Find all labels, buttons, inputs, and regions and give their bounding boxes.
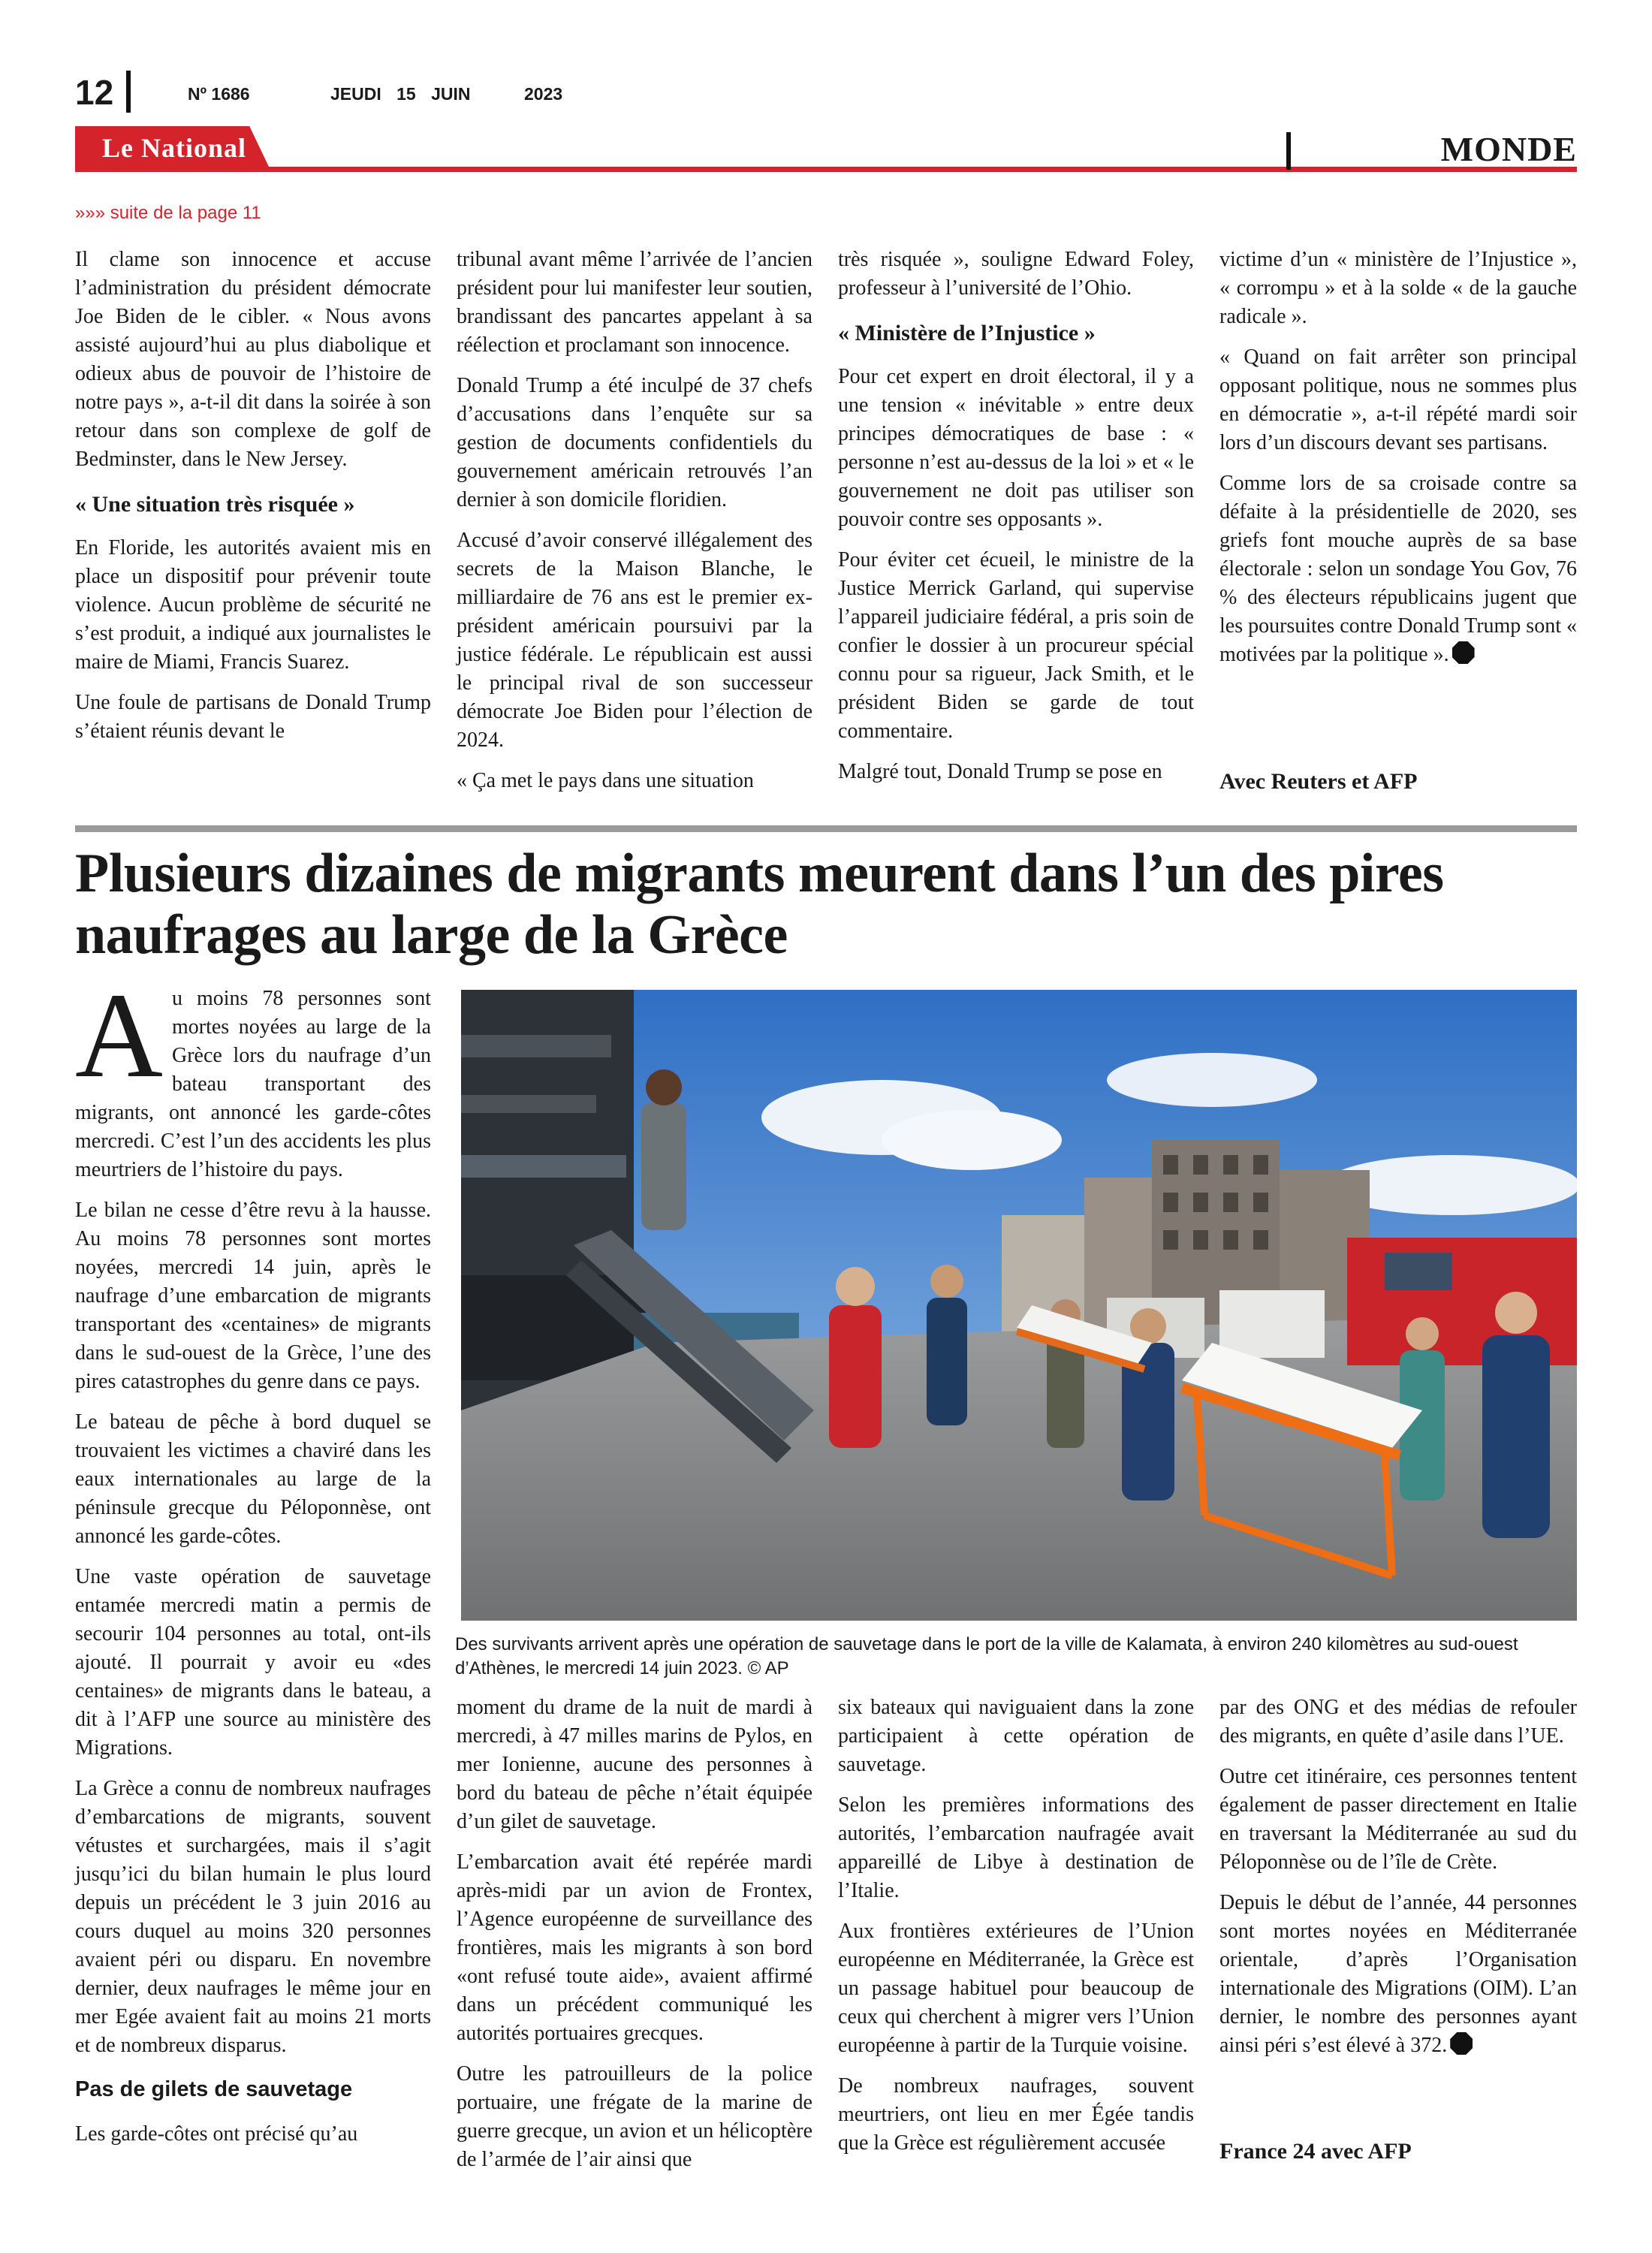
paragraph: tribunal avant même l’arrivée de l’ancien président pour lui manifester leur soutien, brandissant des pancartes appelant à sa réélection et proclamant son innocence.	[457, 248, 812, 357]
lead-paragraph	[75, 969, 431, 1184]
end-mark-icon	[1450, 2032, 1473, 2055]
subheading: « Une situation très risquée »	[75, 492, 355, 517]
end-mark-icon	[1452, 641, 1475, 664]
article1-column-4	[1219, 246, 1577, 681]
paragraph: Pour cet expert en droit électoral, il y a une tension « inévitable » entre deux principes démocratiques de base : « personne n’est au-dessus de la loi » et « le gouvernement ne doit pas utiliser son pouvoir contre ses opposants ».	[838, 365, 1194, 531]
paragraph: Une vaste opération de sauvetage entamée mercredi matin a permis de secourir 104 personnes au total, ont-ils ajouté. Il pourrait y avoir eu «des centaines» de migrants dans le bateau, a dit à l’AFP une source au ministère des Migrations.	[75, 1565, 431, 1760]
header-divider	[126, 71, 131, 113]
issue-number: Nº 1686	[188, 84, 250, 104]
paragraph: par des ONG et des médias de refouler des migrants, en quête d’asile dans l’UE.	[1219, 1696, 1577, 1748]
drop-cap: A	[75, 969, 163, 1103]
paragraph	[1219, 1889, 1577, 2060]
article1-signature: Avec Reuters et AFP	[1219, 769, 1418, 794]
paragraph: victime d’un « ministère de l’Injustice », « corrompu » et à la solde « de la gauche radicale ».	[1219, 248, 1577, 328]
paragraph: Malgré tout, Donald Trump se pose en	[838, 760, 1162, 783]
paragraph: Les garde-côtes ont précisé qu’au	[75, 2122, 358, 2146]
paragraph: Donald Trump a été inculpé de 37 chefs d’accusations dans l’enquête sur sa gestion de documents confidentiels du gouvernement américain retrouvés l’an dernier à son domicile floridien.	[457, 374, 812, 511]
continued-from: »»» suite de la page 11	[75, 203, 261, 223]
paragraph-text: Depuis le début de l’année, 44 personnes sont mortes noyées en Méditerranée orientale, d’après l’Organisation internationale des Migrations (OIM). L’an dernier, le nombre des personnes ayant ainsi péri s’est élevé à 372.	[1219, 1891, 1577, 2057]
rescue-photo	[461, 990, 1577, 1621]
issue-year: 2023	[524, 84, 563, 104]
paragraph: L’embarcation avait été repérée mardi après-midi par un avion de Frontex, l’Agence européenne de surveillance des frontières, mais les migrants à son bord «ont refusé toute aide», avaient affirmé dans un précédent communiqué les autorités portuaires grecques.	[457, 1850, 812, 2045]
paragraph-text: Comme lors de sa croisade contre sa défaite à la présidentielle de 2020, ses griefs font mouche auprès de sa base électorale : selon un sondage You Gov, 76 % des électeurs républicains jugent que les poursuites contre Donald Trump sont « motivées par la politique ».	[1219, 472, 1577, 666]
section-title: MONDE	[1440, 130, 1577, 168]
page-number: 12	[75, 73, 114, 112]
article2-column-3	[838, 1694, 1194, 2170]
article1-column-2	[457, 246, 812, 807]
lead-text: u moins 78 personnes sont mortes noyées au large de la Grèce lors du naufrage d’un bateau transportant des migrants, ont annoncé les garde-côtes mercredi. C’est l’un des accidents les plus meurtriers de l’histoire du pays.	[75, 987, 431, 1181]
paragraph: « Ça met le pays dans une situation	[457, 769, 754, 792]
paragraph	[1219, 469, 1577, 669]
article2-headline: Plusieurs dizaines de migrants meurent dans l’un des pires naufrages au large de la Grèce	[75, 843, 1444, 966]
paragraph: Le bilan ne cesse d’être revu à la hausse. Au moins 78 personnes sont mortes noyées, mercredi 14 juin, après le naufrage d’une embarcation de migrants transportant des «centaines» de migrants dans le sud-ouest de la Grèce, l’une des pires catastrophes du genre dans ce pays.	[75, 1199, 431, 1393]
article2-column-2	[457, 1694, 812, 2186]
header-rule	[75, 167, 1577, 172]
paragraph: Il clame son innocence et accuse l’administration du président démocrate Joe Biden de le cibler. « Nous avons assisté aujourd’hui au plus diabolique et odieux abus de pouvoir de l’histoire de notre pays », a-t-il dit dans la soirée à son retour dans son complexe de golf de Bedminster, dans le New Jersey.	[75, 248, 431, 471]
article2-column-4	[1219, 1694, 1577, 2072]
article2-column-1	[75, 969, 431, 2161]
paragraph: De nombreux naufrages, souvent meurtriers, ont lieu en mer Égée tandis que la Grèce est régulièrement accusée	[838, 2074, 1194, 2155]
paragraph: Outre cet itinéraire, ces personnes tentent également de passer directement en Italie en traversant la Méditerranée au sud du Péloponnèse ou de l’île de Crète.	[1219, 1765, 1577, 1874]
paragraph: Outre les patrouilleurs de la police portuaire, une frégate de la marine de guerre grecque, un avion et un hélicoptère de l’armée de l’air ainsi que	[457, 2062, 812, 2171]
paragraph: moment du drame de la nuit de mardi à mercredi, à 47 milles marins de Pylos, en mer Ionienne, aucune des personnes à bord du bateau de pêche n’était équipée d’un gilet de sauvetage.	[457, 1696, 812, 1833]
paragraph: La Grèce a connu de nombreux naufrages d’embarcations de migrants, souvent vétustes et surchargées, mais il s’agit jusqu’ici du bilan humain le plus lourd depuis un précédent le 3 juin 2016 au cours duquel au moins 320 personnes avaient péri ou disparu. En novembre dernier, deux naufrages le même jour en mer Egée avaient fait au moins 21 morts et de nombreux disparus.	[75, 1777, 431, 2057]
paragraph: Accusé d’avoir conservé illégalement des secrets de la Maison Blanche, le milliardaire de 76 ans est le premier ex-président américain poursuivi par la justice fédérale. Le républicain est aussi le principal rival de son successeur démocrate Joe Biden pour l’élection de 2024.	[457, 529, 812, 752]
paragraph: En Floride, les autorités avaient mis en place un dispositif pour prévenir toute violence. Aucun problème de sécurité ne s’est produit, a indiqué aux journalistes le maire de Miami, Francis Suarez.	[75, 536, 431, 674]
paragraph: Pour éviter cet écueil, le ministre de la Justice Merrick Garland, qui supervise l’appareil judiciaire fédéral, a pris soin de confier le dossier à un procureur spécial connu pour sa rigueur, Jack Smith, et le président Biden se garde de tout commentaire.	[838, 548, 1194, 743]
paragraph: six bateaux qui naviguaient dans la zone participaient à cette opération de sauvetage.	[838, 1696, 1194, 1776]
subheading: « Ministère de l’Injustice »	[838, 321, 1096, 345]
paragraph: Aux frontières extérieures de l’Union européenne en Méditerranée, la Grèce est un passage habituel pour beaucoup de ceux qui cherchent à migrer vers l’Union européenne à partir de la Turquie voisine.	[838, 1920, 1194, 2057]
article1-column-3	[838, 246, 1194, 798]
article-separator	[75, 825, 1577, 832]
article1-column-1	[75, 246, 431, 758]
photo-caption: Des survivants arrivent après une opération de sauvetage dans le port de la ville de Kalamata, à environ 240 kilomètres au sud-ouest d’Athènes, le mercredi 14 juin 2023. © AP	[455, 1634, 1518, 1678]
article2-signature: France 24 avec AFP	[1219, 2139, 1412, 2164]
masthead-title: Le National	[102, 133, 247, 163]
paragraph: Le bateau de pêche à bord duquel se trouvaient les victimes a chaviré dans les eaux internationales au large de la péninsule grecque du Péloponnèse, ont annoncé les garde-côtes.	[75, 1410, 431, 1548]
paragraph: Une foule de partisans de Donald Trump s’étaient réunis devant le	[75, 691, 431, 743]
section-divider	[1286, 132, 1291, 170]
paragraph: très risquée », souligne Edward Foley, professeur à l’université de l’Ohio.	[838, 248, 1194, 300]
paragraph: Selon les premières informations des autorités, l’embarcation naufragée avait appareillé de Libye à destination de l’Italie.	[838, 1793, 1194, 1902]
subheading: Pas de gilets de sauvetage	[75, 2077, 353, 2101]
issue-date: JEUDI 15 JUIN	[330, 84, 471, 104]
paragraph: « Quand on fait arrêter son principal opposant politique, nous ne sommes plus en démocratie », a-t-il répété mardi soir lors d’un discours devant ses partisans.	[1219, 345, 1577, 454]
